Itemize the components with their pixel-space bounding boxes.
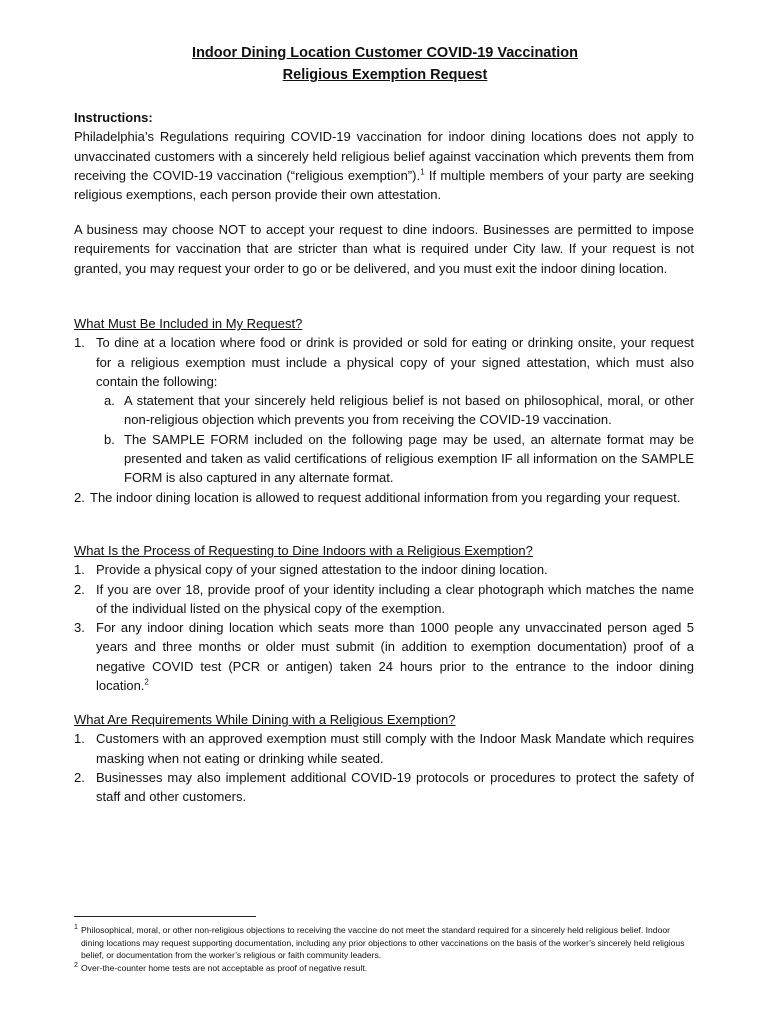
list-item-text: The SAMPLE FORM included on the following page may be used, an alternate format may be presented and taken as valid certifications of religious exemption IF all information on the SAMPLE FORM is also captured in any alternate format. [124, 431, 694, 486]
instructions-p1-text: Philadelphia’s Regulations requiring COVID-19 vaccination for indoor dining locations does not apply to unvaccinated customers with a sincerely held religious belief against vaccination which prevents them from receiving the COVID-19 vaccination (“religious exemption”). [74, 129, 694, 183]
section2-heading: What Is the Process of Requesting to Dine Indoors with a Religious Exemption? [74, 543, 533, 558]
list-letter: a. [104, 393, 115, 409]
footnote-ref-2: 2 [144, 677, 149, 687]
list-item-text: Provide a physical copy of your signed attestation to the indoor dining location. [96, 562, 548, 578]
footnote-text: Philosophical, moral, or other non-religious objections to receiving the vaccine do not meet the standard required for a sincerely held religious belief. Indoor dining locations may request supporting documentation, including any prior objections to other vaccinations on the basis of the worker’s sincerely held religious belief, or documentation from the worker’s religious or faith community leaders. [81, 925, 685, 961]
document-title-line2: Religious Exemption Request [282, 67, 488, 83]
section1-heading: What Must Be Included in My Request? [74, 316, 303, 331]
footnotes [74, 924, 694, 974]
list-item [96, 430, 694, 488]
section1-list [74, 333, 694, 507]
section3-list [74, 729, 694, 806]
list-item [74, 580, 694, 619]
document-title-line1: Indoor Dining Location Customer COVID-19 Vaccination [192, 45, 578, 61]
section1-sublist [96, 391, 694, 487]
section-requirements [74, 710, 694, 806]
list-number: 1. [74, 731, 85, 747]
section-process [74, 541, 694, 695]
list-item [74, 560, 694, 579]
instructions-block [74, 108, 694, 204]
instructions-p1-after: If multiple members of your party are seeking religious exemptions, each person provide their own attestation. [74, 167, 694, 203]
footnote-text: Over-the-counter home tests are not acceptable as proof of negative result. [81, 962, 368, 973]
footnote-marker: 1 [74, 924, 78, 931]
list-item-text: The indoor dining location is allowed to request additional information from you regarding your request. [90, 489, 681, 505]
instructions-paragraph-1 [74, 127, 694, 204]
list-item [74, 333, 694, 487]
footnote-marker: 2 [74, 961, 78, 969]
footnote-ref-1: 1 [420, 167, 425, 177]
list-item-text: Businesses may also implement additional COVID-19 protocols or procedures to protect the safety of staff and other customers. [96, 769, 694, 805]
list-item [74, 488, 694, 507]
list-item-text: Customers with an approved exemption must still comply with the Indoor Mask Mandate which requires masking when not eating or drinking while seated. [96, 731, 694, 766]
list-item-text: For any indoor dining location which seats more than 1000 people any unvaccinated person aged 5 years and three months or older must submit (in addition to exemption documentation) proof of a negative COVID test (PCR or antigen) taken 24 hours prior to the entrance to the indoor dining location. [96, 620, 694, 694]
instructions-paragraph-2: A business may choose NOT to accept your request to dine indoors. Businesses are permitted to impose requirements for vaccination that are stricter than what is required under City law. If your request is not granted, you may request your order to go or be delivered, and you must exit the indoor dining location. [74, 222, 694, 276]
list-item [74, 618, 694, 695]
list-item [74, 729, 694, 768]
list-item-text: If you are over 18, provide proof of your identity including a clear photograph which matches the name of the individual listed on the physical copy of the exemption. [96, 581, 694, 616]
list-item [74, 768, 694, 807]
list-item-text: To dine at a location where food or drink is provided or sold for eating or drinking onsite, your request for a religious exemption must include a physical copy of your signed attestation, which must also contain the following: [96, 335, 694, 389]
list-item-text: A statement that your sincerely held religious belief is not based on philosophical, moral, or other non-religious objection which prevents you from receiving the COVID-19 vaccination. [124, 393, 694, 428]
list-number: 2. [74, 489, 85, 505]
list-number: 1. [74, 562, 85, 578]
list-number: 3. [74, 620, 85, 636]
list-letter: b. [104, 431, 115, 447]
list-number: 2. [74, 581, 85, 597]
list-number: 2. [74, 769, 85, 785]
footnote-1 [74, 924, 694, 962]
list-number: 1. [74, 335, 85, 351]
instructions-label: Instructions: [74, 110, 153, 125]
footnote-2 [74, 962, 694, 975]
section3-heading: What Are Requirements While Dining with a Religious Exemption? [74, 712, 456, 727]
section2-list [74, 560, 694, 695]
footnote-divider [74, 916, 256, 917]
list-item [96, 391, 694, 430]
section-what-must-be-included [74, 314, 694, 507]
